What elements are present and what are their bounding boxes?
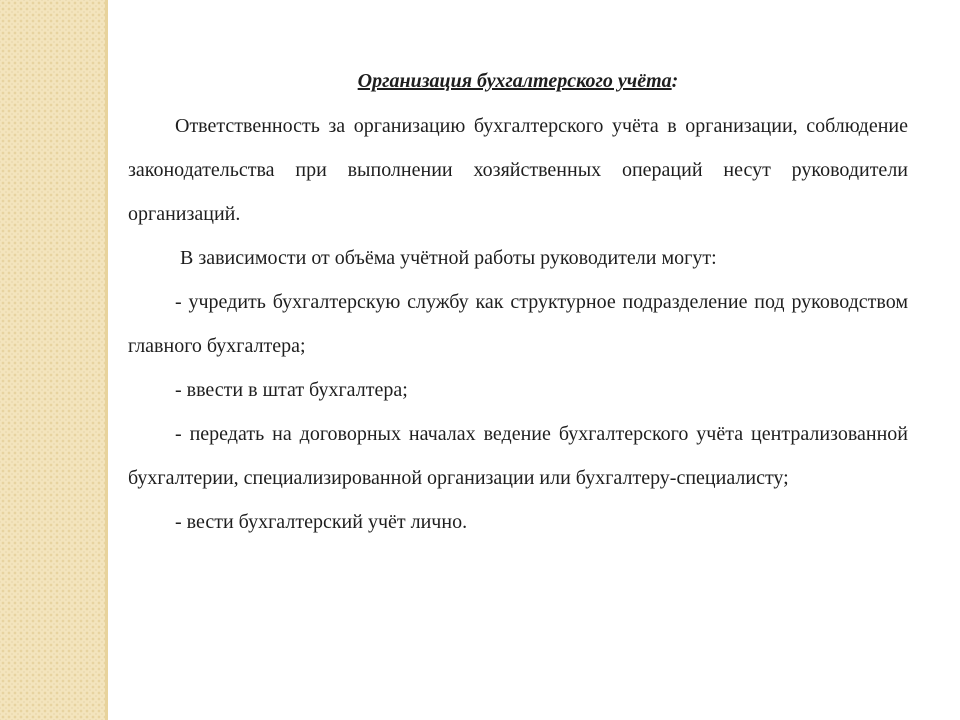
slide-content bbox=[128, 66, 908, 544]
list-item-accounting-service: - учредить бухгалтерскую службу как структурное подразделение под руководством главного бухгалтера; bbox=[128, 291, 908, 357]
list-item-outsource: - передать на договорных началах ведение бухгалтерского учёта централизованной бухгалтерии, специализированной организации или бухгалтеру-специалисту; bbox=[128, 423, 908, 489]
heading-colon: : bbox=[671, 70, 679, 92]
list-item-personal: - вести бухгалтерский учёт лично. bbox=[175, 511, 468, 533]
paragraph-options-intro: В зависимости от объёма учётной работы руководители могут: bbox=[180, 247, 717, 269]
heading-text: Организация бухгалтерского учёта bbox=[357, 70, 672, 92]
slide-heading bbox=[128, 66, 908, 96]
paragraph-responsibility: Ответственность за организацию бухгалтерского учёта в организации, соблюдение законодательства при выполнении хозяйственных операций несут руководители организаций. bbox=[128, 115, 908, 225]
side-band-border bbox=[105, 0, 108, 720]
list-item-hire-accountant: - ввести в штат бухгалтера; bbox=[175, 379, 408, 401]
decorative-side-band bbox=[0, 0, 105, 720]
